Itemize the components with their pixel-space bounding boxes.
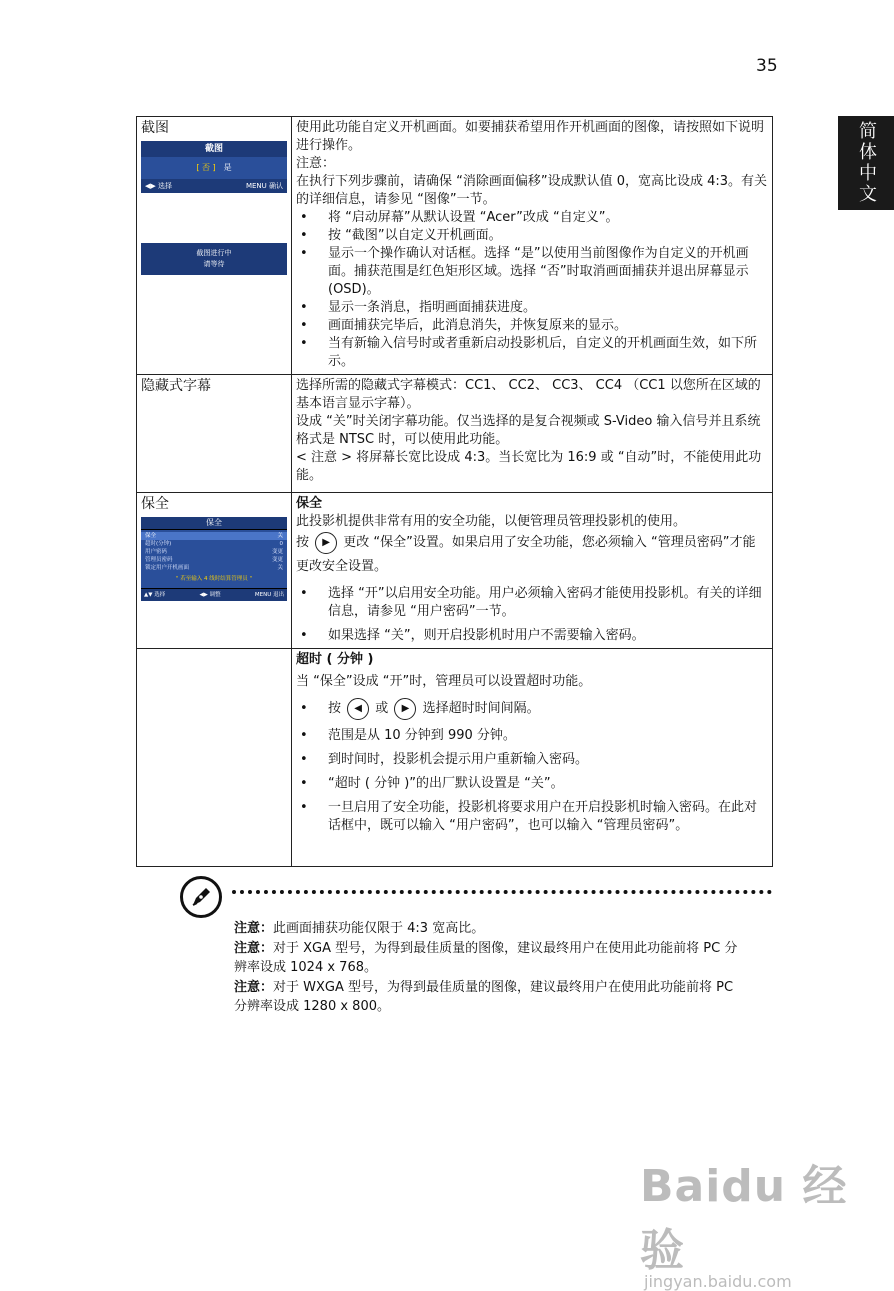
bullet-item: • 显示一个操作确认对话框。选择 “是”以使用当前图像作为自定义的开机画面。捕获范围是红色矩形区域。选择 “否”时取消画面捕获并退出屏幕显示 (OSD)。 <box>296 245 768 299</box>
osd-row-label: 管理员密码 <box>145 557 173 563</box>
row-title: 隐藏式字幕 <box>141 378 211 394</box>
row-label-cell <box>137 117 292 375</box>
bullet-item: • 如果选择 “关”，则开启投影机时用户不需要输入密码。 <box>296 627 768 645</box>
right-arrow-icon: ▶ <box>315 532 337 554</box>
security-osd-menu <box>141 517 287 601</box>
paragraph: 设成 “关”时关闭字幕功能。仅当选择的是复合视频或 S-Video 输入信号并且系统格式是 NTSC 时，可以使用此功能。 <box>296 414 761 447</box>
osd-row <box>141 532 287 540</box>
paragraph: 选择所需的隐藏式字幕模式：CC1、 CC2、 CC3、 CC4 （CC1 以您所在区域的基本语言显示字幕）。 <box>296 378 761 411</box>
osd-hint-select: ▲▼ 选择 <box>144 592 166 598</box>
baidu-watermark <box>640 1150 880 1291</box>
paragraph: 当 “保全”设成 “开”时，管理员可以设置超时功能。 <box>296 674 592 689</box>
settings-table <box>136 116 773 867</box>
osd-row <box>141 540 287 548</box>
osd-row-label: 用户密码 <box>145 549 168 555</box>
press-text: 更改 “保全”设置。如果启用了安全功能，您必须输入 “管理员密码”才能更改安全设置。 <box>296 535 756 574</box>
osd-row-value: 0 <box>279 541 283 547</box>
row-label-cell <box>137 493 292 649</box>
bullet-item: • “超时 ( 分钟 )”的出厂默认设置是 “关”。 <box>296 775 768 793</box>
row-title: 保全 <box>141 496 169 512</box>
osd-option-yes: 是 <box>223 163 232 172</box>
note-item <box>234 939 744 977</box>
osd-row-label: 锁定用户开机画面 <box>145 565 190 571</box>
right-arrow-icon: ▶ <box>394 698 416 720</box>
osd-option-no: [ 否 ] <box>196 163 216 172</box>
bullet-item: • 一旦启用了安全功能，投影机将要求用户在开启投影机时输入密码。在此对话框中，既可以输入 “用户密码”，也可以输入 “管理员密码”。 <box>296 799 768 835</box>
note-item <box>234 978 744 1016</box>
osd-options <box>141 157 287 179</box>
row-description-cell <box>292 649 773 867</box>
osd-note: " 若至输入 4 线时结算管理员 " <box>175 576 253 582</box>
bullet-item: • 画面捕获完毕后，此消息消失，并恢复原来的显示。 <box>296 317 768 335</box>
osd-hint-exit: MENU 退出 <box>254 592 284 598</box>
osd-row <box>141 556 287 564</box>
press-label: 按 <box>296 535 310 550</box>
osd-rows <box>141 530 287 588</box>
section-heading: 超时 ( 分钟 ) <box>296 652 374 667</box>
osd-msg-line2: 请等待 <box>203 260 225 268</box>
bullet-item: • 当有新输入信号时或者重新启动投影机后，自定义的开机画面生效，如下所示。 <box>296 335 768 371</box>
section-heading: 保全 <box>296 496 323 511</box>
table-row <box>137 375 773 493</box>
row-description-cell <box>292 117 773 375</box>
note-label: 注意： <box>234 921 274 936</box>
row-label-cell <box>137 649 292 867</box>
paragraph: 在执行下列步骤前，请确保 “消除画面偏移”设成默认值 0，宽高比设成 4:3。有关的详细信息，请参见 “图像”一节。 <box>296 174 768 207</box>
row-description-cell <box>292 375 773 493</box>
paragraph: 此投影机提供非常有用的安全功能，以便管理员管理投影机的使用。 <box>296 514 687 529</box>
osd-hint-confirm: MENU 确认 <box>245 182 283 190</box>
row-label-cell <box>137 375 292 493</box>
paragraph: < 注意 > 将屏幕长宽比设成 4:3。当长宽比为 16:9 或 “自动”时，不能使用此功能。 <box>296 450 762 483</box>
osd-row-label: 保全 <box>145 533 157 539</box>
capture-progress-osd <box>141 243 287 275</box>
table-row <box>137 493 773 649</box>
osd-row-value: 变更 <box>271 557 283 563</box>
osd-row <box>141 548 287 556</box>
bullet-item: • 到时间时，投影机会提示用户重新输入密码。 <box>296 751 768 769</box>
note-label: 注意： <box>296 156 336 171</box>
osd-row-value: 关 <box>277 565 283 571</box>
bullet-item <box>296 697 768 721</box>
osd-hint-bar <box>141 588 287 601</box>
watermark-url: jingyan.baidu.com <box>644 1272 792 1291</box>
note-pen-icon <box>180 876 222 918</box>
page-number: 35 <box>756 56 778 76</box>
osd-row <box>141 564 287 572</box>
or-label: 或 <box>375 701 389 716</box>
osd-row-value: 变更 <box>271 549 283 555</box>
osd-hint-select: ◀▶ 选择 <box>145 182 172 190</box>
capture-osd-dialog <box>141 141 287 193</box>
row-description-cell <box>292 493 773 649</box>
left-arrow-icon: ◀ <box>347 698 369 720</box>
notes-section <box>234 919 744 1017</box>
language-tab: 简体中文 <box>838 116 894 210</box>
note-label: 注意： <box>234 980 274 995</box>
paragraph: 使用此功能自定义开机画面。如要捕获希望用作开机画面的图像，请按照如下说明进行操作。 <box>296 120 765 153</box>
watermark-logo: Baidu 经验 <box>640 1161 848 1276</box>
bullet-item: • 选择 “开”以启用安全功能。用户必须输入密码才能使用投影机。有关的详细信息，请参见 “用户密码”一节。 <box>296 585 768 621</box>
osd-title: 截图 <box>141 141 287 157</box>
osd-title: 保全 <box>141 517 287 530</box>
bullet-item: • 范围是从 10 分钟到 990 分钟。 <box>296 727 768 745</box>
osd-msg-line1: 截图进行中 <box>196 249 232 257</box>
note-text: 此画面捕获功能仅限于 4:3 宽高比。 <box>273 921 485 936</box>
bullet-item: • 显示一条消息，指明画面捕获进度。 <box>296 299 768 317</box>
osd-row-label: 超时(分钟) <box>145 541 172 547</box>
paragraph <box>296 531 768 579</box>
table-row <box>137 117 773 375</box>
note-item <box>234 919 744 938</box>
osd-hint-adjust: ◀▶ 调整 <box>199 592 221 598</box>
bullet-item: • 按 “截图”以自定义开机画面。 <box>296 227 768 245</box>
osd-hint-bar <box>141 179 287 193</box>
table-row <box>137 649 773 867</box>
note-label: 注意： <box>234 941 274 956</box>
pen-icon <box>187 883 215 911</box>
note-divider <box>232 890 772 894</box>
note-text: 对于 XGA 型号，为得到最佳质量的图像，建议最终用户在使用此功能前将 PC 分辨率设成 1024 x 768。 <box>234 941 738 975</box>
press-label: 按 <box>328 701 342 716</box>
row-title: 截图 <box>141 120 169 136</box>
press-tail: 选择超时时间间隔。 <box>422 701 540 716</box>
bullet-item: • 将 “启动屏幕”从默认设置 “Acer”改成 “自定义”。 <box>296 209 768 227</box>
osd-row-value: 关 <box>277 533 283 539</box>
note-text: 对于 WXGA 型号，为得到最佳质量的图像，建议最终用户在使用此功能前将 PC 分辨率设成 1280 x 800。 <box>234 980 734 1014</box>
